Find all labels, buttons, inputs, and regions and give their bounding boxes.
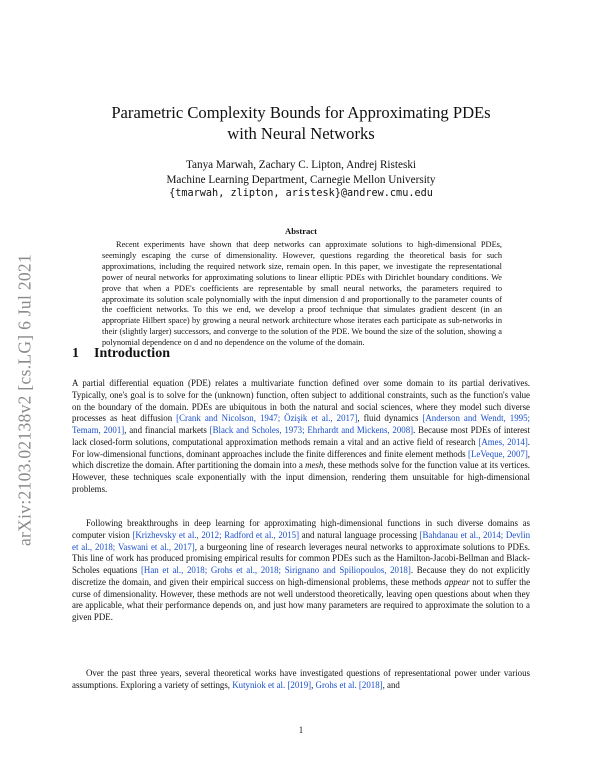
section-title: Introduction [94,346,170,361]
para1-text: , these methods solve for the function value at its vertices. However, these techniques scale exponentially with the input dimension, rendering them unsuitable for high-dimensional problems. [72,460,530,494]
citation-link[interactable]: Kutyniok et al. [2019] [232,679,312,690]
citation-link[interactable]: Grohs et al. [2018] [315,679,383,690]
para1-text: A partial differential equation (PDE) relates a multivariate function defined over some domain to its partial derivatives. Typically, one's goal is to solve for the (unknown) function, often subject to additional constraints, such as the function's value on the boundary of the domain. PDEs are ubiquitous in both the natural and social sciences, where they model such diverse processes as heat diffusion [72,378,530,424]
arxiv-identifier: arXiv:2103.02138v2 [cs.LG] 6 Jul 2021 [14,253,35,547]
title-line-2: with Neural Networks [227,124,375,143]
para2-text: not to suffer the curse of dimensionality. However, these methods are not well understood theoretically, leaving open questions about when they are applicable, what their performance depends on, and just how many parameters are required to approximate the solution to a given PDE. [72,576,531,622]
paper-title [72,102,530,144]
section-number: 1 [72,346,79,361]
para1-text: , fluid dynamics [357,413,423,424]
emphasis-mesh: mesh [305,460,324,471]
author-names: Tanya Marwah, Zachary C. Lipton, Andrej Risteski [185,159,417,171]
author-emails: {tmarwah, zlipton, aristesk}@andrew.cmu.edu [169,188,433,200]
abstract-text: Recent experiments have shown that deep networks can approximate solutions to high-dimensional PDEs, seemingly escaping the curse of dimensionality. However, questions regarding the theoretical basis for such approximations, including the required network size, remain open. In this paper, we investigate the representational power of neural networks for approximating solutions to linear elliptic PDEs with Dirichlet boundary conditions. We prove that when a PDE's coefficients are representable by small neural networks, the parameters required to approximate its solution scale polynomially with the input dimension d and proportionally to the parameter counts of the coefficient networks. To this we end, we develop a proof technique that simulates gradient descent (in an appropriate Hilbert space) by growing a neural network architecture whose iterates each participate as sub-networks in their (slightly larger) successors, and converge to the solution of the PDE. We bound the size of the solution, showing a polynomial dependence on d and no dependence on the volume of the domain. [102,240,502,348]
para2-text: , a burgeoning line of research leverages neural networks to approximate solutions to PDEs. This line of work has produced promising empirical results for common PDEs such as the Hamilton-Jacobi-Bellman and Black-Scholes equations [72,541,530,575]
para2-text: . Because they do not explicitly discretize the domain, and given their empirical success on high-dimensional problems, these methods [72,565,530,587]
intro-paragraph-1 [72,378,530,496]
para3-text: , and [382,679,400,690]
abstract-heading: Abstract [285,226,317,236]
emphasis-appear: appear [444,576,470,587]
intro-paragraph-3 [72,668,530,692]
citation-link[interactable]: [LeVeque, 2007] [468,448,528,459]
citation-link[interactable]: [Black and Scholes, 1973; Ehrhardt and Mickens, 2008] [209,425,414,435]
title-line-1: Parametric Complexity Bounds for Approximating PDEs [111,103,491,122]
para1-text: . Because most PDEs of interest lack closed-form solutions, computational approximation methods remain a vital and an active field of research [72,425,530,447]
para2-text: Following breakthroughs in deep learning for approximating high-dimensional functions in such diverse domains as computer vision [72,518,530,540]
para1-text: , and financial markets [124,425,210,435]
para3-text: Over the past three years, several theoretical works have investigated questions of representational power under various assumptions. Exploring a variety of settings, [72,668,530,690]
citation-link[interactable]: [Krizhevsky et al., 2012; Radford et al., 2015] [132,529,300,540]
para1-text: , which discretize the domain. After partitioning the domain into a [72,448,530,471]
citation-link[interactable]: [Anderson and Wendt, 1995; Temam, 2001] [72,413,530,435]
section-heading-introduction [72,346,170,362]
para2-text: and natural language processing [299,529,420,540]
para3-text: , [311,679,316,690]
citation-link[interactable]: [Ames, 2014] [478,436,528,447]
citation-link[interactable]: [Bahdanau et al., 2014; Devlin et al., 2018; Vaswani et al., 2017] [72,529,531,552]
intro-paragraph-2 [72,518,530,624]
page-number: 1 [298,725,304,735]
author-block [72,158,530,202]
para1-text: . For low-dimensional functions, dominant approaches include the finite differences and finite element methods [72,436,530,459]
citation-link[interactable]: [Crank and Nicolson, 1947; Özişik et al., 2017] [176,413,358,424]
arxiv-sidebar [12,210,38,590]
affiliation: Machine Learning Department, Carnegie Mellon University [166,173,436,186]
citation-link[interactable]: [Han et al., 2018; Grohs et al., 2018; Sirignano and Spiliopoulos, 2018] [140,565,411,575]
